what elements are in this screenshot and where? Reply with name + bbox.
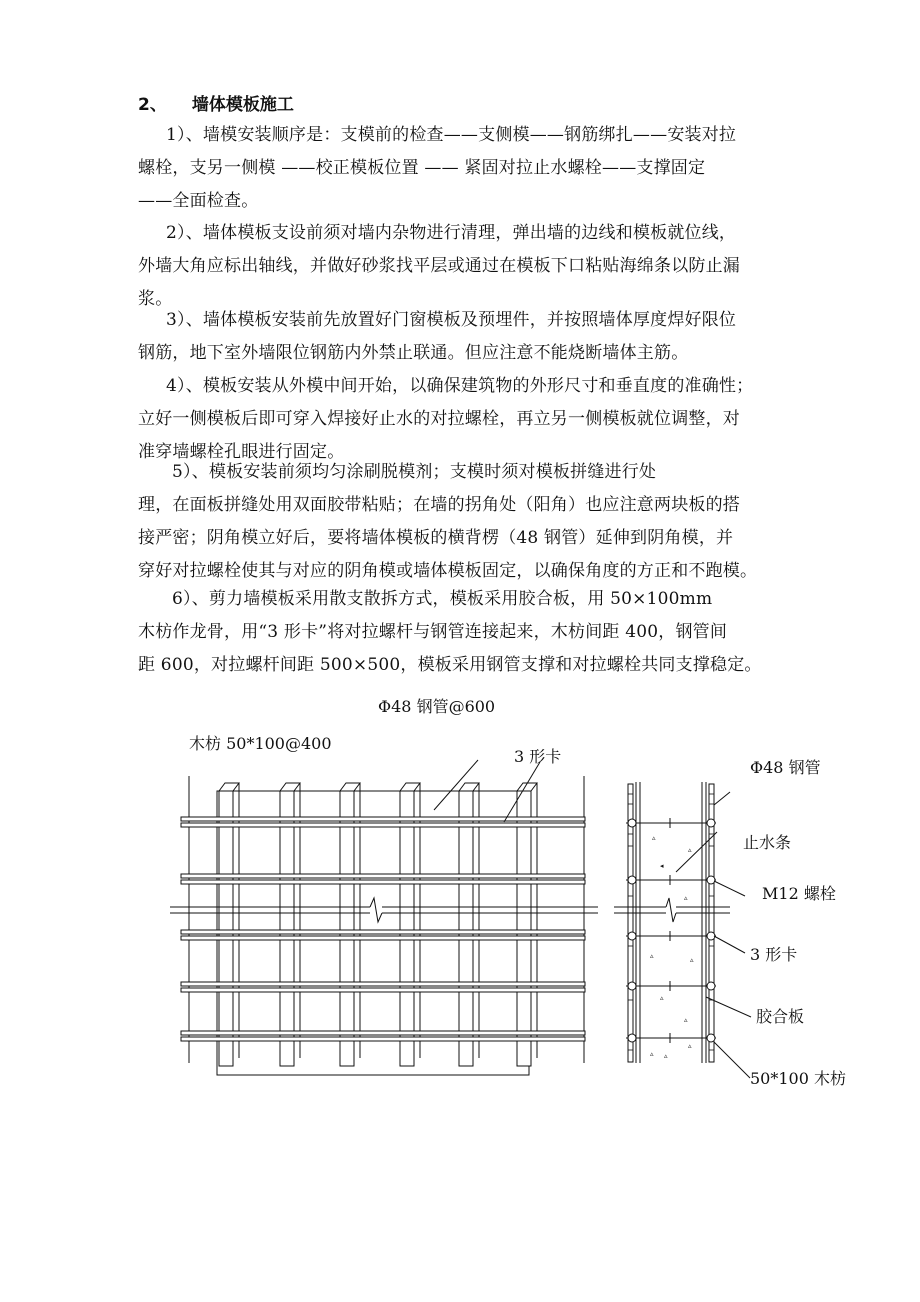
svg-text:▵: ▵	[688, 846, 692, 854]
paragraph-line: 3）、墙体模板安装前先放置好门窗模板及预埋件，并按照墙体厚度焊好限位	[166, 310, 737, 330]
paragraph-line: 5）、模板安装前须均匀涂刷脱模剂；支模时须对模板拼缝进行处	[172, 462, 657, 482]
svg-text:▵: ▵	[650, 1050, 654, 1058]
svg-text:◂: ◂	[660, 862, 664, 870]
paragraph-line: 穿好对拉螺栓使其与对应的阴角模或墙体模板固定，以确保角度的方正和不跑模。	[138, 561, 758, 581]
paragraph-line: 距 600，对拉螺杆间距 500×500，模板采用钢管支撑和对拉螺栓共同支撑稳定。	[138, 655, 762, 675]
waterstop-label: 止水条	[743, 833, 792, 852]
timber-label-section: 50*100 木枋	[750, 1069, 846, 1088]
paragraph-line: 木枋作龙骨，用“3 形卡”将对拉螺杆与钢管连接起来，木枋间距 400，钢管间	[138, 622, 728, 642]
pipe-spacing-label: Φ48 钢管@600	[378, 697, 496, 716]
paragraph-line: 浆。	[138, 289, 173, 309]
paragraph-line: 6）、剪力墙模板采用散支散拆方式，模板采用胶合板，用 50×100mm	[172, 589, 713, 609]
svg-text:▵: ▵	[660, 994, 664, 1002]
svg-text:▵: ▵	[664, 1052, 668, 1060]
svg-text:▵: ▵	[684, 894, 688, 902]
break-line	[170, 898, 598, 922]
pipe-label-section: Φ48 钢管	[750, 758, 821, 777]
paragraph-line: 准穿墙螺栓孔眼进行固定。	[138, 442, 345, 462]
plywood-label: 胶合板	[756, 1007, 805, 1026]
paragraph-line: 1）、墙模安装顺序是：支模前的检查——支侧模——钢筋绑扎——安装对拉	[166, 125, 737, 145]
svg-text:▵: ▵	[652, 834, 656, 842]
paragraph-line: ——全面检查。	[138, 191, 259, 211]
paragraph-line: 接严密；阴角模立好后，要将墙体模板的横背楞（48 钢管）延伸到阴角模，并	[138, 528, 734, 548]
svg-text:▵: ▵	[650, 952, 654, 960]
paragraph-line: 钢筋，地下室外墙限位钢筋内外禁止联通。但应注意不能烧断墙体主筋。	[138, 343, 689, 363]
paragraph-line: 立好一侧模板后即可穿入焊接好止水的对拉螺栓，再立另一侧模板就位调整，对	[138, 409, 740, 429]
svg-text:▵: ▵	[690, 956, 694, 964]
paragraph-line: 4）、模板安装从外模中间开始，以确保建筑物的外形尺寸和垂直度的准确性；	[166, 376, 754, 396]
paragraph-line: 2）、墙体模板支设前须对墙内杂物进行清理，弹出墙的边线和模板就位线，	[166, 223, 737, 243]
clip-label-elevation: 3 形卡	[514, 747, 562, 766]
elevation-view	[170, 760, 598, 1075]
bolt-label: M12 螺栓	[762, 884, 836, 903]
paragraph-line: 螺栓，支另一侧模 ——校正模板位置 —— 紧固对拉止水螺栓——支撑固定	[138, 158, 706, 178]
clip-label-section: 3 形卡	[750, 945, 798, 964]
section-title: 墙体模板施工	[191, 95, 294, 115]
svg-text:▵: ▵	[684, 1016, 688, 1024]
timber-spacing-label: 木枋 50*100@400	[189, 734, 332, 753]
paragraph-line: 理，在面板拼缝处用双面胶带粘贴；在墙的拐角处（阳角）也应注意两块板的搭	[138, 495, 740, 515]
section-number: 2、	[138, 95, 167, 115]
paragraph-line: 外墙大角应标出轴线，并做好砂浆找平层或通过在模板下口粘贴海绵条以防止漏	[138, 256, 740, 276]
section-view	[614, 782, 751, 1078]
svg-text:▵: ▵	[688, 1042, 692, 1050]
